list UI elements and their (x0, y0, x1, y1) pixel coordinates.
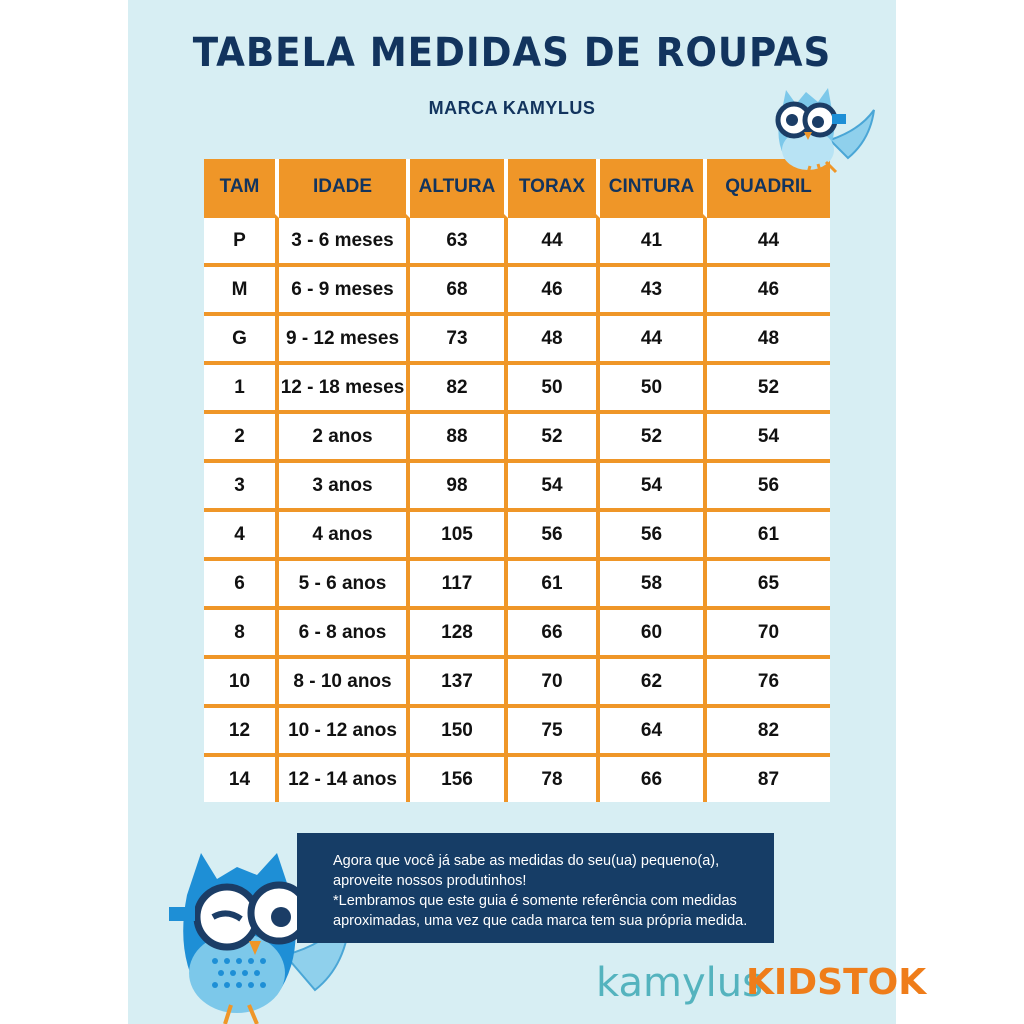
cell-torax: 54 (508, 463, 600, 512)
header-torax: TORAX (508, 159, 600, 218)
cell-idade: 10 - 12 anos (279, 708, 410, 757)
cell-idade: 12 - 14 anos (279, 757, 410, 802)
cell-quadril: 70 (707, 610, 830, 659)
cell-tam: 4 (204, 512, 279, 561)
cell-quadril: 52 (707, 365, 830, 414)
cell-torax: 70 (508, 659, 600, 708)
cell-torax: 44 (508, 218, 600, 267)
cell-idade: 9 - 12 meses (279, 316, 410, 365)
cell-altura: 137 (410, 659, 508, 708)
cell-idade: 8 - 10 anos (279, 659, 410, 708)
cell-cintura: 41 (600, 218, 707, 267)
cell-quadril: 48 (707, 316, 830, 365)
cell-tam: 14 (204, 757, 279, 802)
cell-cintura: 64 (600, 708, 707, 757)
cell-idade: 3 - 6 meses (279, 218, 410, 267)
cell-cintura: 56 (600, 512, 707, 561)
cell-idade: 3 anos (279, 463, 410, 512)
cell-cintura: 50 (600, 365, 707, 414)
cell-altura: 82 (410, 365, 508, 414)
owl-mascot-icon (770, 80, 880, 188)
table-row (204, 365, 830, 414)
cell-cintura: 43 (600, 267, 707, 316)
cell-cintura: 62 (600, 659, 707, 708)
cell-torax: 52 (508, 414, 600, 463)
cell-quadril: 44 (707, 218, 830, 267)
cell-quadril: 54 (707, 414, 830, 463)
cell-idade: 2 anos (279, 414, 410, 463)
table-row (204, 757, 830, 802)
cell-quadril: 87 (707, 757, 830, 802)
cell-quadril: 82 (707, 708, 830, 757)
cell-altura: 63 (410, 218, 508, 267)
info-note (297, 833, 774, 943)
page-title: TABELA MEDIDAS DE ROUPAS (192, 30, 832, 76)
header-cintura: CINTURA (600, 159, 707, 218)
cell-idade: 6 - 8 anos (279, 610, 410, 659)
cell-altura: 88 (410, 414, 508, 463)
header-quadril: QUADRIL (707, 159, 830, 218)
cell-altura: 105 (410, 512, 508, 561)
header-tam: TAM (204, 159, 279, 218)
cell-tam: G (204, 316, 279, 365)
cell-torax: 48 (508, 316, 600, 365)
cell-cintura: 44 (600, 316, 707, 365)
header-idade: IDADE (279, 159, 410, 218)
table-row (204, 267, 830, 316)
cell-altura: 150 (410, 708, 508, 757)
cell-idade: 12 - 18 meses (279, 365, 410, 414)
note-line-2: *Lembramos que este guia é somente referência com medidas aproximadas, uma vez que cada marca tem sua própria medida. (333, 893, 748, 929)
cell-torax: 78 (508, 757, 600, 802)
cell-tam: 6 (204, 561, 279, 610)
cell-idade: 5 - 6 anos (279, 561, 410, 610)
cell-torax: 66 (508, 610, 600, 659)
cell-idade: 4 anos (279, 512, 410, 561)
cell-tam: P (204, 218, 279, 267)
table-row (204, 316, 830, 365)
table-header-row (204, 159, 830, 218)
table-body (204, 218, 830, 802)
table-row (204, 463, 830, 512)
cell-cintura: 60 (600, 610, 707, 659)
page-subtitle: MARCA KAMYLUS (428, 98, 596, 118)
cell-quadril: 65 (707, 561, 830, 610)
cell-torax: 50 (508, 365, 600, 414)
table-row (204, 708, 830, 757)
cell-altura: 128 (410, 610, 508, 659)
cell-altura: 156 (410, 757, 508, 802)
cell-altura: 73 (410, 316, 508, 365)
cell-cintura: 54 (600, 463, 707, 512)
cell-quadril: 76 (707, 659, 830, 708)
cell-tam: 10 (204, 659, 279, 708)
cell-tam: M (204, 267, 279, 316)
cell-idade: 6 - 9 meses (279, 267, 410, 316)
cell-torax: 46 (508, 267, 600, 316)
cell-tam: 2 (204, 414, 279, 463)
cell-cintura: 58 (600, 561, 707, 610)
cell-torax: 56 (508, 512, 600, 561)
header-altura: ALTURA (410, 159, 508, 218)
cell-cintura: 66 (600, 757, 707, 802)
cell-tam: 1 (204, 365, 279, 414)
kamylus-logo: kamylus (596, 960, 763, 1006)
table-row (204, 414, 830, 463)
cell-quadril: 56 (707, 463, 830, 512)
table-row (204, 512, 830, 561)
cell-cintura: 52 (600, 414, 707, 463)
size-table (204, 159, 830, 802)
note-line-1: Agora que você já sabe as medidas do seu(ua) pequeno(a), aproveite nossos produtinhos! (333, 853, 720, 889)
cell-altura: 68 (410, 267, 508, 316)
cell-quadril: 61 (707, 512, 830, 561)
cell-tam: 12 (204, 708, 279, 757)
table-row (204, 561, 830, 610)
cell-altura: 117 (410, 561, 508, 610)
kidstok-logo: KIDSTOK (746, 962, 927, 1003)
table-row (204, 610, 830, 659)
cell-quadril: 46 (707, 267, 830, 316)
table-row (204, 659, 830, 708)
cell-torax: 61 (508, 561, 600, 610)
cell-tam: 3 (204, 463, 279, 512)
table-row (204, 218, 830, 267)
cell-torax: 75 (508, 708, 600, 757)
cell-altura: 98 (410, 463, 508, 512)
cell-tam: 8 (204, 610, 279, 659)
